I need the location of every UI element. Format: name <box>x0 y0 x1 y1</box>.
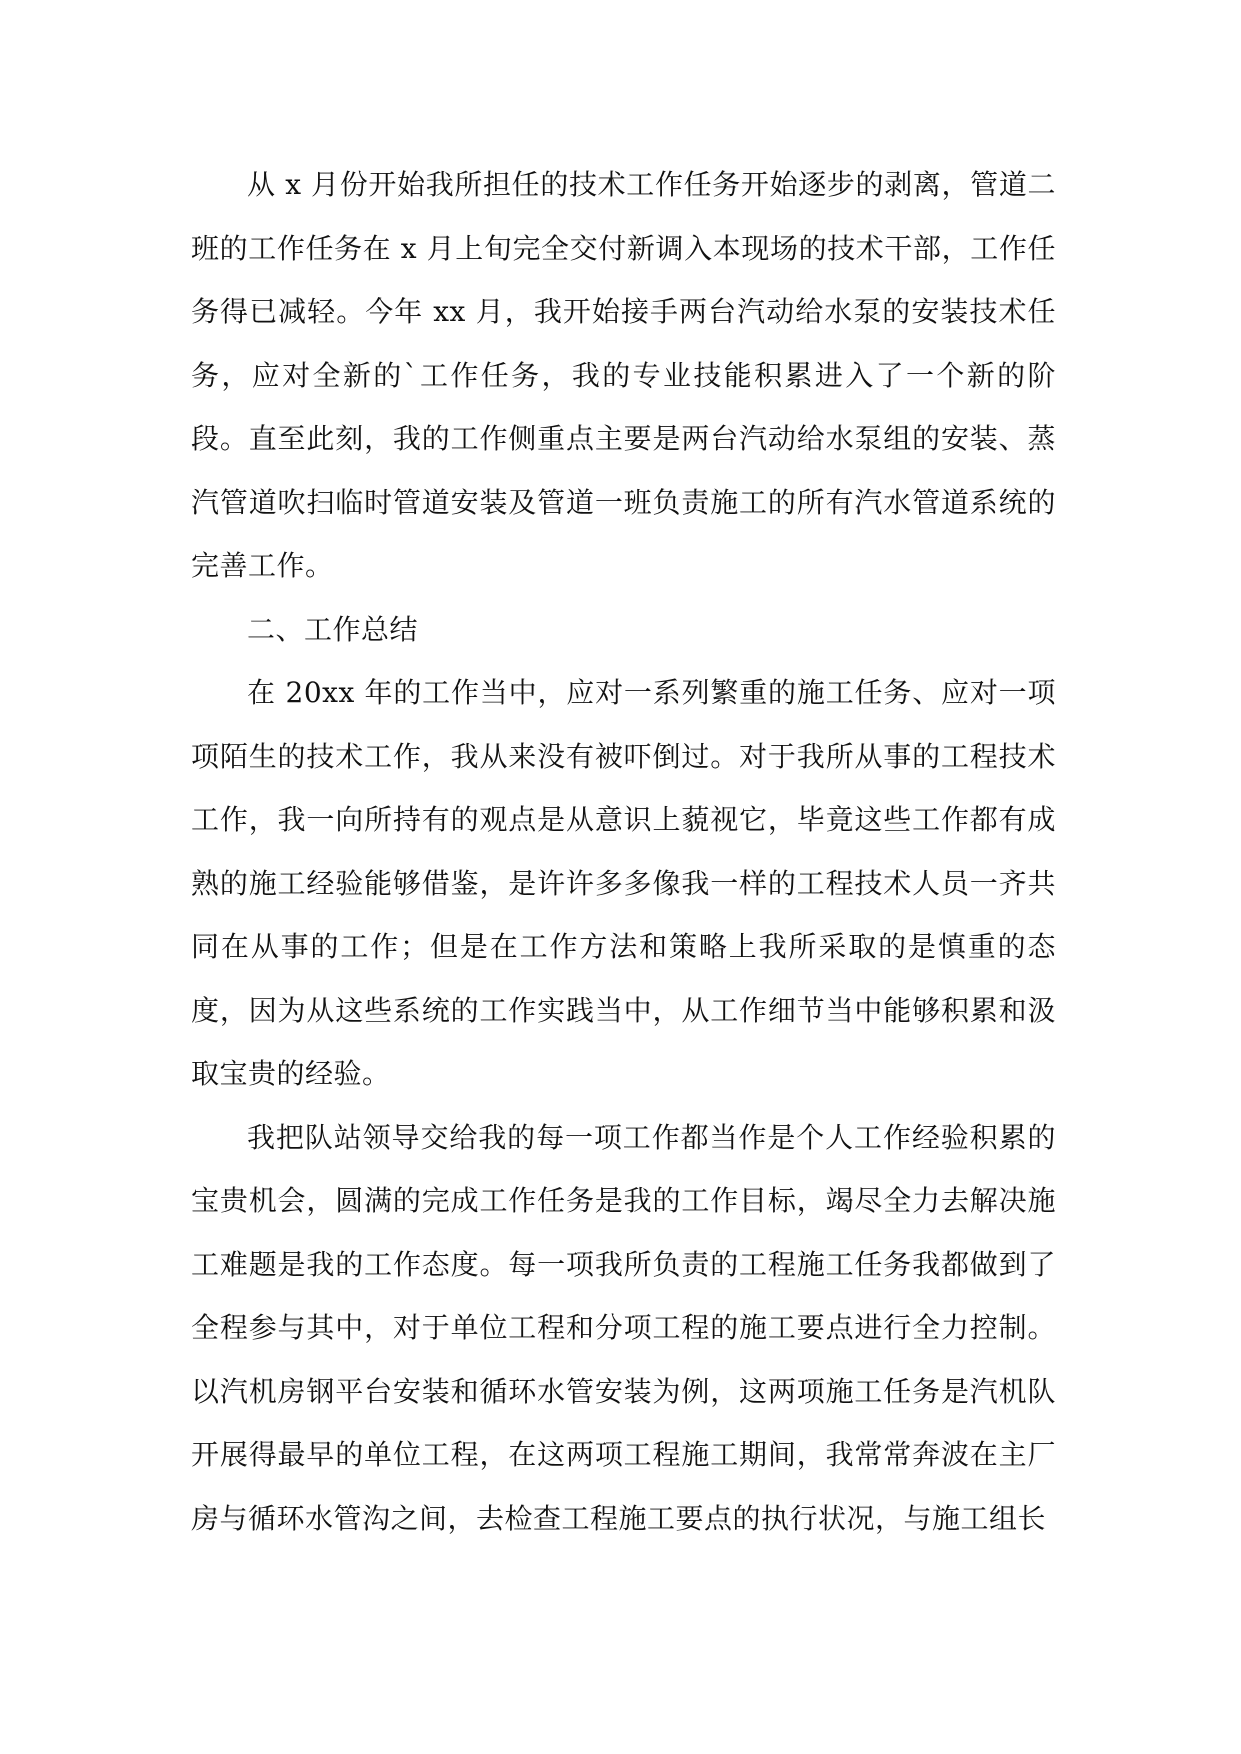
section-heading-work-summary: 二、工作总结 <box>247 612 419 646</box>
document-body <box>191 153 1056 1550</box>
paragraph-tasks: 我把队站领导交给我的每一项工作都当作是个人工作经验积累的宝贵机会，圆满的完成工作任务是我的工作目标，竭尽全力去解决施工难题是我的工作态度。每一项我所负责的工程施工任务我都做到了全程参与其中，对于单位工程和分项工程的施工要点进行全力控制。以汽机房钢平台安装和循环水管安装为例，这两项施工任务是汽机队开展得最早的单位工程，在这两项工程施工期间，我常常奔波在主厂房与循环水管沟之间，去检查工程施工要点的执行状况，与施工组长 <box>191 1120 1056 1535</box>
paragraph-summary: 在 20xx 年的工作当中，应对一系列繁重的施工任务、应对一项项陌生的技术工作，我从来没有被吓倒过。对于我所从事的工程技术工作，我一向所持有的观点是从意识上藐视它，毕竟这些工作都有成熟的施工经验能够借鉴，是许许多多像我一样的工程技术人员一齐共同在从事的工作；但是在工作方法和策略上我所采取的是慎重的态度，因为从这些系统的工作实践当中，从工作细节当中能够积累和汲取宝贵的经验。 <box>191 676 1056 1090</box>
paragraph-intro: 从 x 月份开始我所担任的技术工作任务开始逐步的剥离，管道二班的工作任务在 x 月上旬完全交付新调入本现场的技术干部，工作任务得已减轻。今年 xx 月，我开始接手两台汽动给水泵的安装技术任务，应对全新的`工作任务，我的专业技能积累进入了一个新的阶段。直至此刻，我的工作侧重点主要是两台汽动给水泵组的安装、蒸汽管道吹扫临时管道安装及管道一班负责施工的所有汽水管道系统的完善工作。 <box>191 168 1056 582</box>
